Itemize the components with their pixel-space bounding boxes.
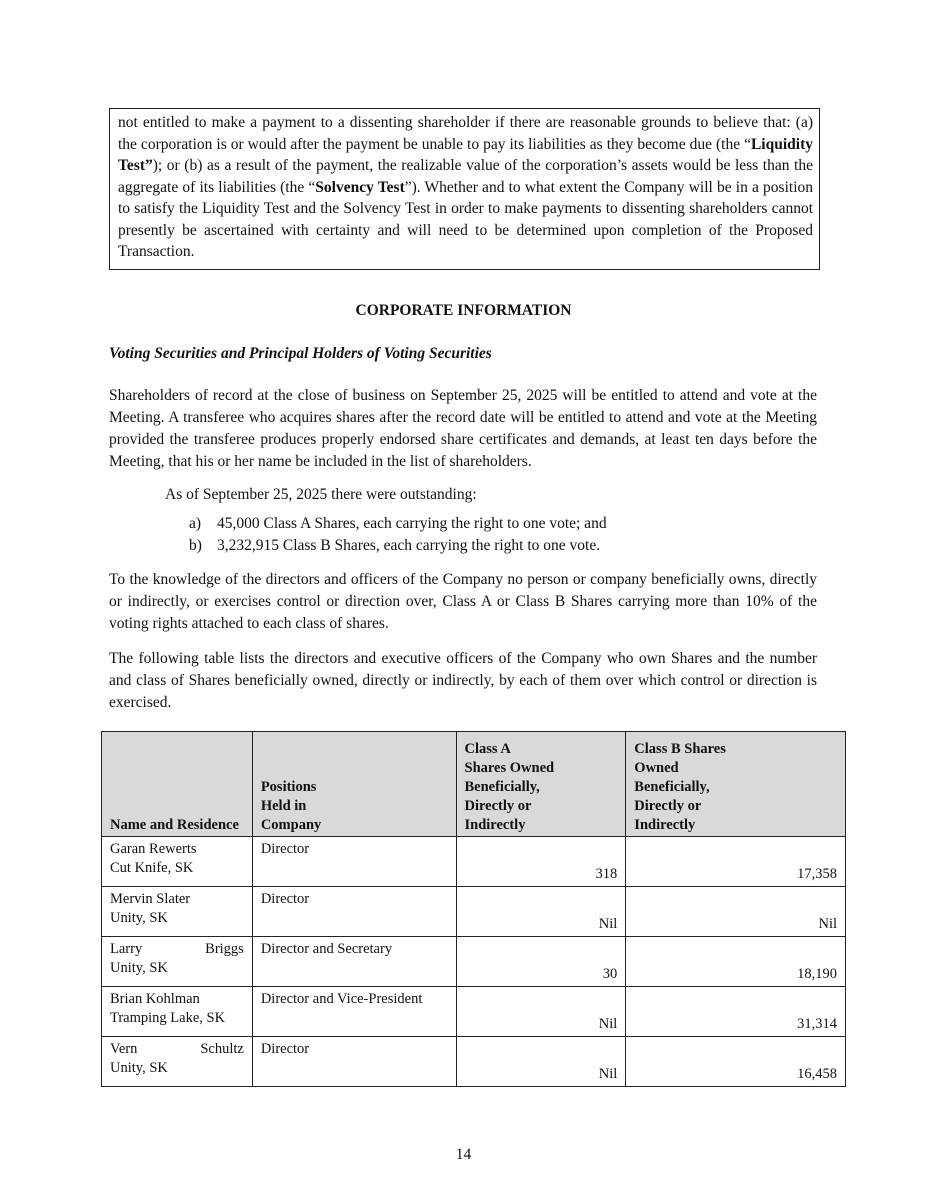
class-a-cell: Nil [456, 887, 626, 937]
class-b-cell: 16,458 [626, 1037, 846, 1087]
position-cell: Director [252, 1037, 456, 1087]
table-header-row [102, 732, 846, 837]
box-text-3: ”). Whether and to what extent the Company will be in a position to satisfy the Liquidity Test and the Solvency Test in order to make payments to dissenting shareholders cannot presently be ascertained with certainty and will need to be determined upon completion of the Proposed Transaction. [118, 178, 813, 260]
table-row [102, 1037, 846, 1087]
section-heading: CORPORATE INFORMATION [355, 302, 572, 319]
header-class-b: Class B Shares Owned Beneficially, Directly or Indirectly [626, 732, 846, 837]
beneficial-ownership-paragraph: To the knowledge of the directors and officers of the Company no person or company beneficially owns, directly or indirectly, or exercises control or direction over, Class A or Class B Shares carrying more than 10% of the voting rights attached to each class of shares. [109, 571, 817, 632]
table-row [102, 987, 846, 1037]
list-marker: b) [189, 537, 202, 554]
outstanding-intro: As of September 25, 2025 there were outstanding: [165, 486, 477, 503]
name-residence-cell: Garan Rewerts Cut Knife, SK [102, 837, 253, 887]
list-item [189, 535, 607, 557]
table-row [102, 837, 846, 887]
class-b-cell: 31,314 [626, 987, 846, 1037]
name-residence-cell: Larry Briggs Unity, SK [102, 937, 253, 987]
class-a-cell: Nil [456, 987, 626, 1037]
position-cell: Director [252, 837, 456, 887]
box-text-2: ); or (b) as a result of the payment, the realizable value of the corporation’s assets would be less than the aggregate of its liabilities (the “ [118, 157, 813, 196]
list-item [189, 513, 607, 535]
directors-shareholdings-table [101, 731, 846, 1087]
table-row [102, 887, 846, 937]
class-b-cell: Nil [626, 887, 846, 937]
header-class-a: Class A Shares Owned Beneficially, Directly or Indirectly [456, 732, 626, 837]
table-row [102, 937, 846, 987]
record-date-paragraph: Shareholders of record at the close of business on September 25, 2025 will be entitled to attend and vote at the Meeting. A transferee who acquires shares after the record date will be entitled to attend and vote at the Meeting provided the transferee produces properly endorsed share certificates and demands, at least ten days before the Meeting, that his or her name be included in the list of shareholders. [109, 387, 817, 470]
header-position: Positions Held in Company [252, 732, 456, 837]
class-a-cell: Nil [456, 1037, 626, 1087]
table-intro-paragraph: The following table lists the directors and executive officers of the Company who own Shares and the number and class of Shares beneficially owned, directly or indirectly, by each of them over which control or direction is exercised. [109, 650, 817, 711]
name-residence-cell: Mervin Slater Unity, SK [102, 887, 253, 937]
page-number: 14 [455, 1146, 472, 1163]
list-text: 45,000 Class A Shares, each carrying the right to one vote; and [217, 515, 607, 532]
position-cell: Director [252, 887, 456, 937]
dissent-notice-box [109, 108, 820, 270]
liquidity-test-term: Liquidity Test” [118, 135, 813, 174]
list-marker: a) [189, 515, 202, 532]
list-text: 3,232,915 Class B Shares, each carrying the right to one vote. [217, 537, 601, 554]
solvency-test-term: Solvency Test [315, 178, 405, 196]
subsection-heading: Voting Securities and Principal Holders of Voting Securities [109, 345, 492, 362]
outstanding-shares-list [189, 513, 607, 557]
class-a-cell: 318 [456, 837, 626, 887]
box-text-1: not entitled to make a payment to a dissenting shareholder if there are reasonable grounds to believe that: (a) the corporation is or would after the payment be unable to pay its liabilities as they become due (the “ [118, 114, 813, 153]
name-residence-cell: Brian Kohlman Tramping Lake, SK [102, 987, 253, 1037]
class-a-cell: 30 [456, 937, 626, 987]
name-residence-cell: Vern Schultz Unity, SK [102, 1037, 253, 1087]
header-name-residence: Name and Residence [102, 732, 253, 837]
class-b-cell: 18,190 [626, 937, 846, 987]
position-cell: Director and Vice-President [252, 987, 456, 1037]
class-b-cell: 17,358 [626, 837, 846, 887]
position-cell: Director and Secretary [252, 937, 456, 987]
